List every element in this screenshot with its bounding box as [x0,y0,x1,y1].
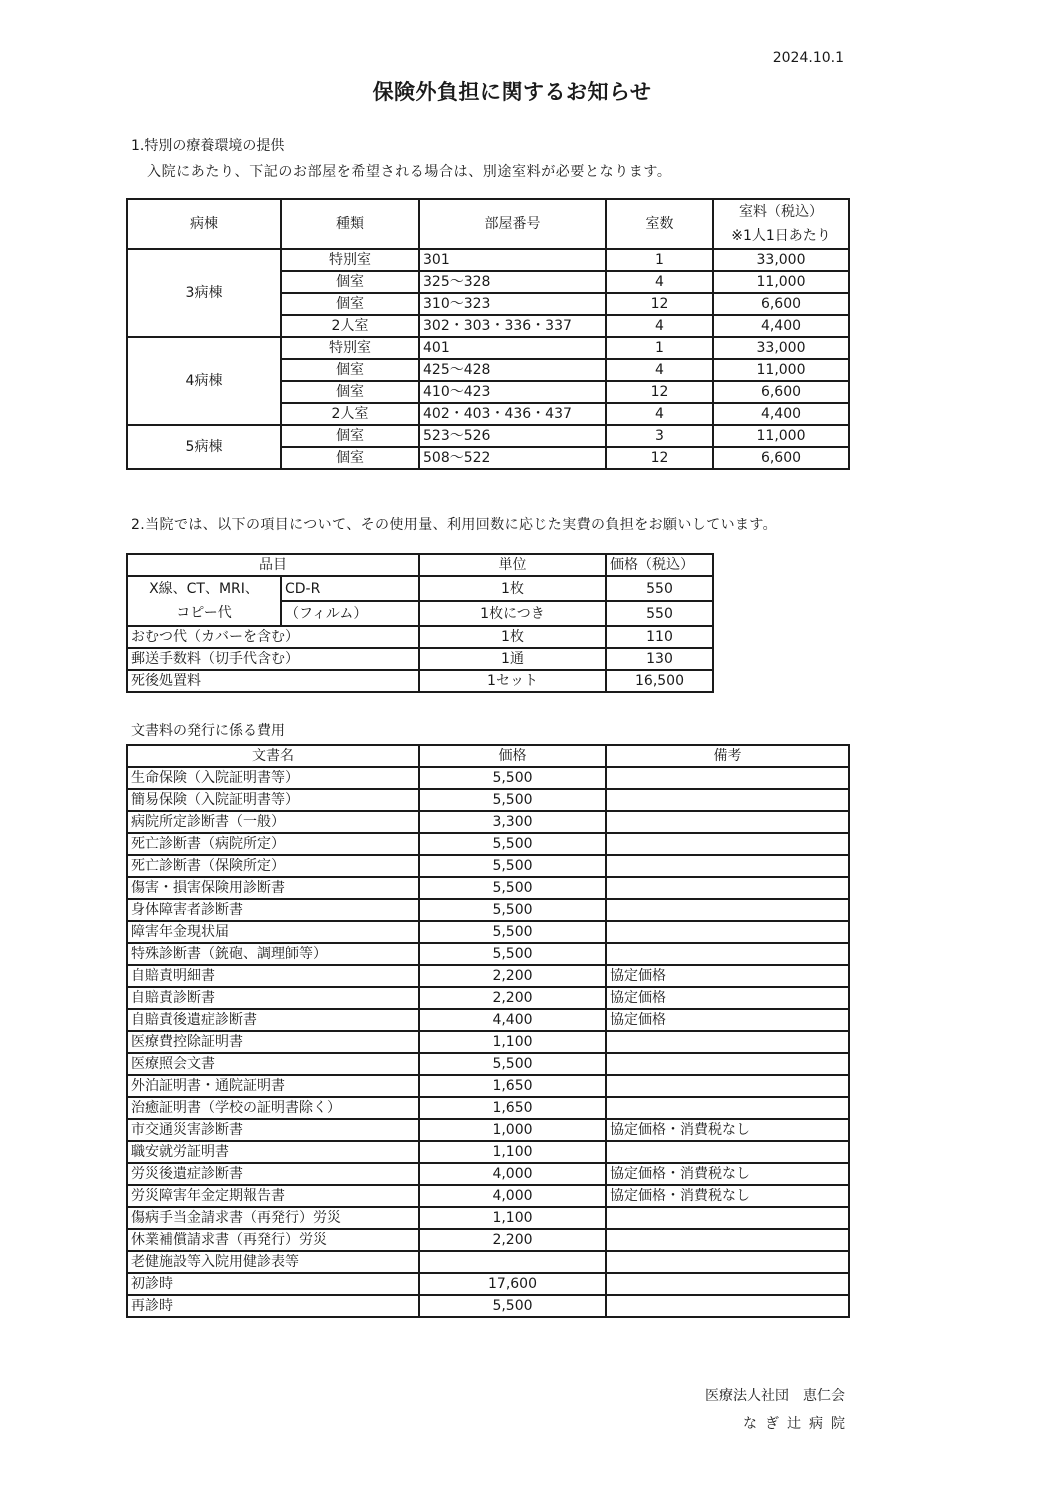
price-cell: 550 [606,576,713,601]
room-type-cell: 個室 [281,425,419,447]
item-cell: 郵送手数料（切手代含む） [127,648,419,670]
table-row [127,249,849,271]
document-note-cell [606,921,849,943]
room-numbers-cell: 508〜522 [419,447,606,469]
imaging-sub: CD-R [281,576,419,601]
ward-cell: 5病棟 [127,425,281,469]
room-numbers-cell: 401 [419,337,606,359]
header-price: 価格（税込） [606,554,713,576]
document-price-cell: 5,500 [419,943,606,965]
room-count-cell: 12 [606,447,713,469]
room-fee-cell: 11,000 [713,271,849,293]
room-count-cell: 4 [606,359,713,381]
table-row [127,1119,849,1141]
room-count-cell: 4 [606,315,713,337]
document-note-cell [606,943,849,965]
actual-cost-table [126,553,714,693]
document-price-cell: 1,650 [419,1075,606,1097]
document-price-cell: 5,500 [419,899,606,921]
table-row [127,943,849,965]
document-price-cell: 1,000 [419,1119,606,1141]
table-row [127,965,849,987]
room-fee-cell: 11,000 [713,359,849,381]
document-name-cell: 医療費控除証明書 [127,1031,419,1053]
document-price-cell: 5,500 [419,877,606,899]
document-note-cell: 協定価格・消費税なし [606,1163,849,1185]
imaging-label [127,576,281,626]
document-name-cell: 医療照会文書 [127,1053,419,1075]
document-price-cell: 5,500 [419,833,606,855]
table-row [127,1053,849,1075]
document-name-cell: 外泊証明書・通院証明書 [127,1075,419,1097]
table-row [127,789,849,811]
room-type-cell: 個室 [281,381,419,403]
header-fee [713,199,849,249]
room-numbers-cell: 302・303・336・337 [419,315,606,337]
header-document-price: 価格 [419,745,606,767]
document-note-cell [606,1251,849,1273]
document-name-cell: 簡易保険（入院証明書等） [127,789,419,811]
document-note-cell [606,833,849,855]
table-row [127,1251,849,1273]
room-fee-cell: 4,400 [713,403,849,425]
imaging-label-line1: X線、CT、MRI、 [149,581,259,597]
table-row [127,833,849,855]
unit-cell: 1セット [419,670,606,692]
table-row [127,855,849,877]
room-fee-cell: 11,000 [713,425,849,447]
room-type-cell: 特別室 [281,337,419,359]
document-price-cell: 2,200 [419,965,606,987]
document-note-cell [606,855,849,877]
room-type-cell: 2人室 [281,403,419,425]
document-name-cell: 労災障害年金定期報告書 [127,1185,419,1207]
document-name-cell: 自賠責明細書 [127,965,419,987]
table-row [127,921,849,943]
document-name-cell: 休業補償請求書（再発行）労災 [127,1229,419,1251]
document-note-cell [606,1031,849,1053]
room-count-cell: 1 [606,337,713,359]
document-fee-table [126,744,850,1318]
room-type-cell: 個室 [281,271,419,293]
room-numbers-cell: 301 [419,249,606,271]
room-count-cell: 3 [606,425,713,447]
organization-name: 医療法人社団 恵仁会 [705,1388,845,1404]
document-note-cell [606,1207,849,1229]
header-fee-line1: 室料（税込） [739,204,823,220]
document-price-cell: 4,000 [419,1185,606,1207]
table-row [127,425,849,447]
document-note-cell [606,877,849,899]
document-name-cell: 労災後遺症診断書 [127,1163,419,1185]
document-note-cell [606,1053,849,1075]
item-cell: おむつ代（カバーを含む） [127,626,419,648]
room-type-cell: 個室 [281,359,419,381]
table-row [127,626,713,648]
room-fee-cell: 33,000 [713,337,849,359]
document-date: 2024.10.1 [772,50,844,66]
room-fee-cell: 6,600 [713,293,849,315]
header-note: 備考 [606,745,849,767]
document-note-cell [606,767,849,789]
room-numbers-cell: 325〜328 [419,271,606,293]
header-ward: 病棟 [127,199,281,249]
document-name-cell: 特殊診断書（銃砲、調理師等） [127,943,419,965]
document-name-cell: 老健施設等入院用健診表等 [127,1251,419,1273]
section2-heading: 2.当院では、以下の項目について、その使用量、利用回数に応じた実費の負担をお願いしています。 [131,517,778,533]
table-row [127,1163,849,1185]
table-row [127,337,849,359]
room-numbers-cell: 402・403・436・437 [419,403,606,425]
document-note-cell: 協定価格・消費税なし [606,1119,849,1141]
table-row [127,811,849,833]
room-numbers-cell: 523〜526 [419,425,606,447]
document-note-cell [606,789,849,811]
document-price-cell: 5,500 [419,1053,606,1075]
document-name-cell: 病院所定診断書（一般） [127,811,419,833]
header-unit: 単位 [419,554,606,576]
room-fee-header-row [127,199,849,249]
table-row [127,987,849,1009]
table-row [127,1097,849,1119]
page-title: 保険外負担に関するお知らせ [372,80,652,104]
room-type-cell: 個室 [281,447,419,469]
table-row [127,1295,849,1317]
table-row [127,1031,849,1053]
document-note-cell [606,1295,849,1317]
document-name-cell: 自賠責診断書 [127,987,419,1009]
document-name-cell: 再診時 [127,1295,419,1317]
room-fee-cell: 6,600 [713,381,849,403]
document-name-cell: 死亡診断書（保険所定） [127,855,419,877]
actual-cost-header-row [127,554,713,576]
header-document-name: 文書名 [127,745,419,767]
imaging-sub: （フィルム） [281,601,419,626]
section1-heading: 1.特別の療養環境の提供 [131,138,285,154]
document-note-cell [606,1141,849,1163]
table-row [127,1229,849,1251]
room-count-cell: 12 [606,381,713,403]
document-price-cell: 1,100 [419,1207,606,1229]
table-row [127,877,849,899]
document-price-cell: 5,500 [419,1295,606,1317]
document-price-cell: 1,100 [419,1031,606,1053]
document-fee-header-row [127,745,849,767]
document-note-cell [606,1097,849,1119]
document-price-cell: 3,300 [419,811,606,833]
room-count-cell: 4 [606,271,713,293]
table-row [127,1141,849,1163]
table-row [127,1185,849,1207]
table-row [127,767,849,789]
room-fee-cell: 6,600 [713,447,849,469]
document-price-cell: 4,000 [419,1163,606,1185]
room-fee-cell: 33,000 [713,249,849,271]
document-name-cell: 市交通災害診断書 [127,1119,419,1141]
document-price-cell: 4,400 [419,1009,606,1031]
room-numbers-cell: 410〜423 [419,381,606,403]
unit-cell: 1通 [419,648,606,670]
document-name-cell: 治癒証明書（学校の証明書除く） [127,1097,419,1119]
header-room-count: 室数 [606,199,713,249]
header-type: 種類 [281,199,419,249]
table-row [127,576,713,601]
document-price-cell: 5,500 [419,789,606,811]
document-price-cell: 17,600 [419,1273,606,1295]
section1-description: 入院にあたり、下記のお部屋を希望される場合は、別途室料が必要となります。 [147,164,672,180]
room-count-cell: 12 [606,293,713,315]
table-row [127,1207,849,1229]
table-row [127,670,713,692]
document-price-cell: 1,650 [419,1097,606,1119]
document-name-cell: 初診時 [127,1273,419,1295]
unit-cell: 1枚 [419,576,606,601]
unit-cell: 1枚 [419,626,606,648]
room-type-cell: 特別室 [281,249,419,271]
document-note-cell: 協定価格・消費税なし [606,1185,849,1207]
document-price-cell: 5,500 [419,921,606,943]
hospital-name: なぎ辻病院 [743,1416,853,1432]
document-note-cell [606,811,849,833]
imaging-label-line2: コピー代 [176,605,232,621]
document-price-cell [419,1251,606,1273]
room-type-cell: 個室 [281,293,419,315]
ward-cell: 4病棟 [127,337,281,425]
header-room-numbers: 部屋番号 [419,199,606,249]
document-price-cell: 2,200 [419,1229,606,1251]
document-price-cell: 1,100 [419,1141,606,1163]
document-name-cell: 身体障害者診断書 [127,899,419,921]
document-name-cell: 傷病手当金請求書（再発行）労災 [127,1207,419,1229]
document-name-cell: 自賠責後遺症診断書 [127,1009,419,1031]
document-note-cell [606,899,849,921]
price-cell: 550 [606,601,713,626]
ward-cell: 3病棟 [127,249,281,337]
table-row [127,1009,849,1031]
price-cell: 110 [606,626,713,648]
table-row [127,1075,849,1097]
document-name-cell: 死亡診断書（病院所定） [127,833,419,855]
document-name-cell: 障害年金現状届 [127,921,419,943]
header-item: 品目 [127,554,419,576]
price-cell: 16,500 [606,670,713,692]
document-note-cell: 協定価格 [606,987,849,1009]
item-cell: 死後処置料 [127,670,419,692]
document-note-cell [606,1273,849,1295]
unit-cell: 1枚につき [419,601,606,626]
room-fee-cell: 4,400 [713,315,849,337]
document-note-cell [606,1229,849,1251]
document-price-cell: 5,500 [419,767,606,789]
table-row [127,899,849,921]
document-note-cell: 協定価格 [606,1009,849,1031]
document-note-cell: 協定価格 [606,965,849,987]
document-note-cell [606,1075,849,1097]
section3-heading: 文書料の発行に係る費用 [131,723,285,739]
document-price-cell: 2,200 [419,987,606,1009]
document-price-cell: 5,500 [419,855,606,877]
table-row [127,1273,849,1295]
price-cell: 130 [606,648,713,670]
room-numbers-cell: 310〜323 [419,293,606,315]
room-type-cell: 2人室 [281,315,419,337]
room-count-cell: 1 [606,249,713,271]
room-fee-table [126,198,850,470]
table-row [127,648,713,670]
document-name-cell: 生命保険（入院証明書等） [127,767,419,789]
header-fee-line2: ※1人1日あたり [731,228,831,244]
document-name-cell: 傷害・損害保険用診断書 [127,877,419,899]
room-numbers-cell: 425〜428 [419,359,606,381]
room-count-cell: 4 [606,403,713,425]
document-name-cell: 職安就労証明書 [127,1141,419,1163]
